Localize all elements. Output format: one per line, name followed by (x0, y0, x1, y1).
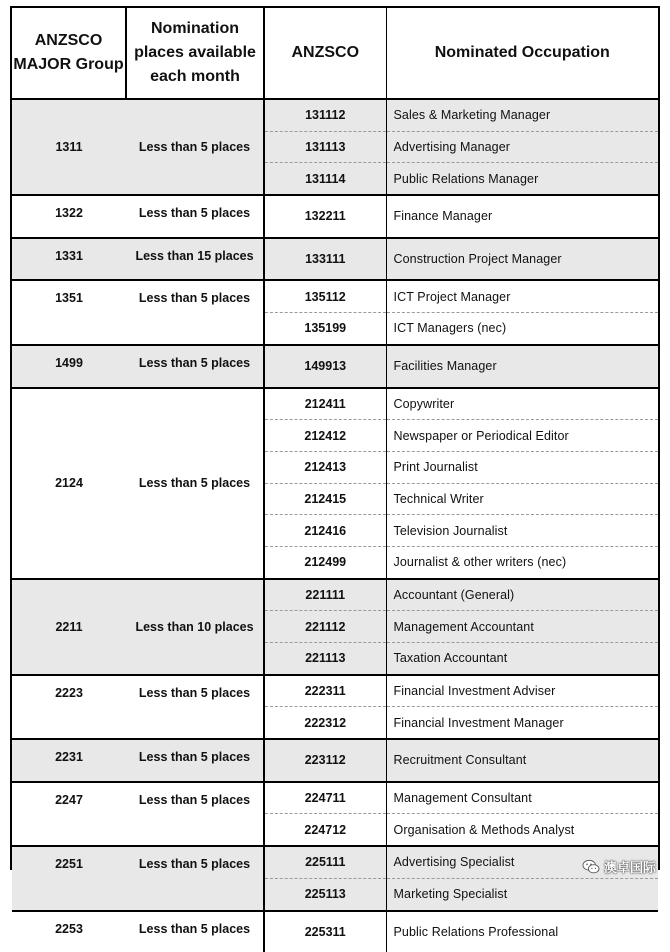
anzsco-code-cell: 133111 (264, 238, 386, 281)
anzsco-code-cell: 222312 (264, 707, 386, 739)
watermark (582, 857, 656, 876)
anzsco-code-cell: 149913 (264, 345, 386, 388)
occupation-cell: Construction Project Manager (386, 238, 658, 281)
table-row (12, 579, 658, 611)
places-cell: Less than 5 places (126, 782, 264, 846)
anzsco-code-cell: 222311 (264, 675, 386, 707)
occupation-cell: Management Accountant (386, 611, 658, 643)
places-cell: Less than 5 places (126, 195, 264, 238)
table-row (12, 238, 658, 281)
major-group-cell: 1311 (12, 99, 126, 195)
occupation-cell: Accountant (General) (386, 579, 658, 611)
anzsco-code-cell: 212413 (264, 451, 386, 483)
table-row (12, 280, 658, 312)
anzsco-code-cell: 223112 (264, 739, 386, 782)
table-row (12, 846, 658, 878)
table-row (12, 195, 658, 238)
major-group-cell: 2223 (12, 675, 126, 739)
occupation-cell: Sales & Marketing Manager (386, 99, 658, 131)
table-row (12, 675, 658, 707)
occupation-cell: Recruitment Consultant (386, 739, 658, 782)
places-cell: Less than 5 places (126, 739, 264, 782)
major-group-cell: 1351 (12, 280, 126, 344)
anzsco-code-cell: 212412 (264, 420, 386, 452)
major-group-cell: 1322 (12, 195, 126, 238)
occupation-cell: ICT Project Manager (386, 280, 658, 312)
occupation-cell: Facilities Manager (386, 345, 658, 388)
anzsco-code-cell: 225113 (264, 878, 386, 910)
anzsco-code-cell: 221113 (264, 643, 386, 675)
table-row (12, 99, 658, 131)
occupation-cell: Taxation Accountant (386, 643, 658, 675)
major-group-cell: 2247 (12, 782, 126, 846)
watermark-text: 澳卓国际 (604, 857, 656, 876)
anzsco-code-cell: 135112 (264, 280, 386, 312)
table-row (12, 388, 658, 420)
occupation-cell: Public Relations Professional (386, 911, 658, 952)
anzsco-code-cell: 212411 (264, 388, 386, 420)
occupation-cell: Advertising Specialist (386, 846, 658, 878)
occupation-cell: Organisation & Methods Analyst (386, 814, 658, 846)
occupation-cell: ICT Managers (nec) (386, 313, 658, 345)
wechat-icon (582, 859, 600, 875)
header-anzsco: ANZSCO (264, 8, 386, 99)
occupation-cell: Television Journalist (386, 515, 658, 547)
anzsco-code-cell: 131114 (264, 163, 386, 195)
anzsco-code-cell: 225311 (264, 911, 386, 952)
places-cell: Less than 5 places (126, 911, 264, 952)
places-cell: Less than 5 places (126, 280, 264, 344)
places-cell: Less than 5 places (126, 675, 264, 739)
major-group-cell: 2231 (12, 739, 126, 782)
anzsco-code-cell: 131112 (264, 99, 386, 131)
occupation-cell: Copywriter (386, 388, 658, 420)
occupation-cell: Technical Writer (386, 483, 658, 515)
header-places: Nomination places available each month (126, 8, 264, 99)
anzsco-code-cell: 221111 (264, 579, 386, 611)
anzsco-code-cell: 132211 (264, 195, 386, 238)
occupation-cell: Marketing Specialist (386, 878, 658, 910)
table-body (12, 99, 658, 952)
anzsco-code-cell: 224711 (264, 782, 386, 814)
occupation-table-frame (10, 6, 660, 870)
occupation-cell: Print Journalist (386, 451, 658, 483)
major-group-cell: 1499 (12, 345, 126, 388)
table-header-row (12, 8, 658, 99)
occupation-cell: Newspaper or Periodical Editor (386, 420, 658, 452)
places-cell: Less than 5 places (126, 846, 264, 910)
anzsco-code-cell: 221112 (264, 611, 386, 643)
places-cell: Less than 5 places (126, 388, 264, 579)
occupation-cell: Journalist & other writers (nec) (386, 546, 658, 578)
places-cell: Less than 5 places (126, 345, 264, 388)
occupation-cell: Advertising Manager (386, 131, 658, 163)
header-occupation: Nominated Occupation (386, 8, 658, 99)
table-row (12, 739, 658, 782)
major-group-cell: 2251 (12, 846, 126, 910)
anzsco-code-cell: 135199 (264, 313, 386, 345)
anzsco-code-cell: 131113 (264, 131, 386, 163)
anzsco-code-cell: 224712 (264, 814, 386, 846)
places-cell: Less than 5 places (126, 99, 264, 195)
places-cell: Less than 10 places (126, 579, 264, 675)
major-group-cell: 2124 (12, 388, 126, 579)
occupation-cell: Public Relations Manager (386, 163, 658, 195)
places-cell: Less than 15 places (126, 238, 264, 281)
anzsco-code-cell: 212415 (264, 483, 386, 515)
anzsco-code-cell: 212499 (264, 546, 386, 578)
table-row (12, 782, 658, 814)
occupation-cell: Finance Manager (386, 195, 658, 238)
occupation-cell: Management Consultant (386, 782, 658, 814)
major-group-cell: 2211 (12, 579, 126, 675)
occupation-cell: Financial Investment Adviser (386, 675, 658, 707)
anzsco-code-cell: 225111 (264, 846, 386, 878)
major-group-cell: 1331 (12, 238, 126, 281)
table-row (12, 345, 658, 388)
major-group-cell: 2253 (12, 911, 126, 952)
occupation-table (12, 8, 658, 952)
anzsco-code-cell: 212416 (264, 515, 386, 547)
occupation-cell: Financial Investment Manager (386, 707, 658, 739)
header-major-group: ANZSCO MAJOR Group (12, 8, 126, 99)
table-row (12, 911, 658, 952)
